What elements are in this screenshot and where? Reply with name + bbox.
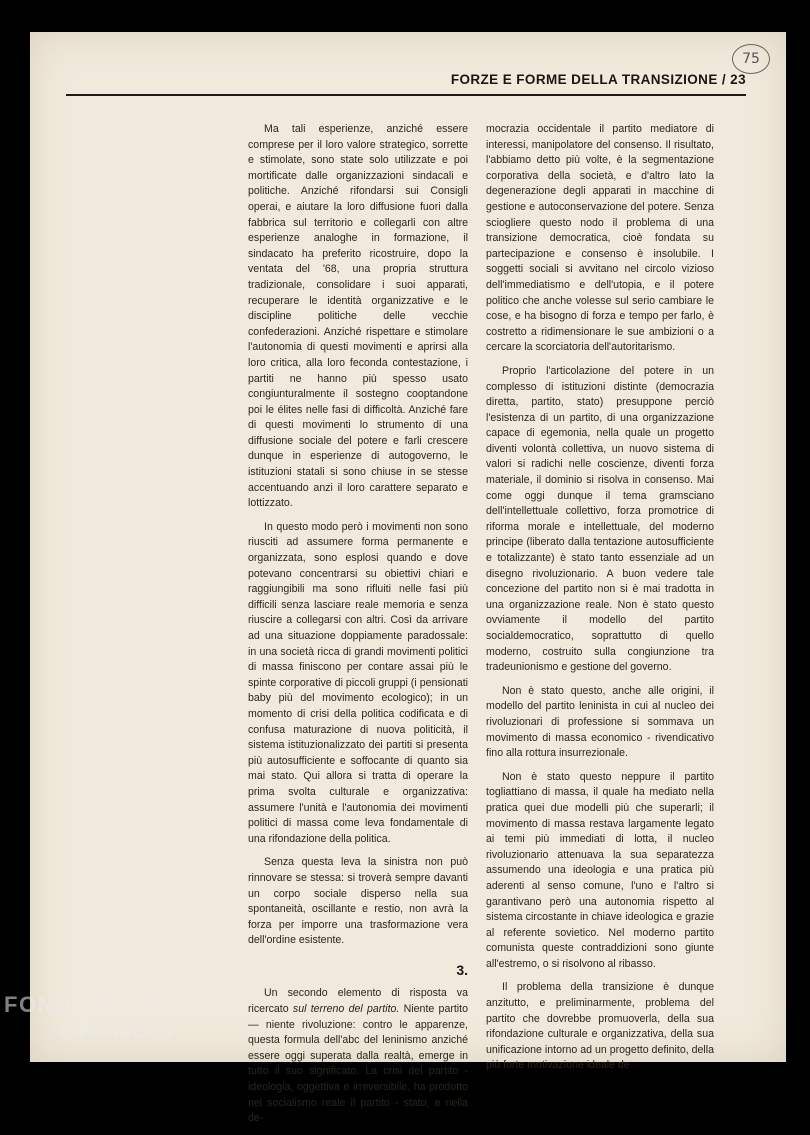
archive-watermark bbox=[4, 992, 174, 1044]
running-header bbox=[66, 70, 746, 96]
paragraph: mocrazia occidentale il partito mediatore di interessi, manipolatore del consenso. Il risultato, l'abbiamo detto più volte, è la segmentazione corporativa della società, e d'altro lato la degenerazione degli apparati in macchine di gestione e autoconservazione del potere. Senza sciogliere questo nodo il problema di una transizione democratica, cioè fondata su partecipazione e consenso è insolubile. I soggetti sociali si avvitano nel circolo vizioso dell'immediatismo e dell'utopia, e il potere politico che anche volesse sul serio cambiare le cose, e ha bisogno di forza e tempo per farlo, è costretto a ridimensionare le sue ambizioni o a cercare la scorciatoria dell'autoritarismo. bbox=[486, 123, 714, 354]
paragraph-text: Niente partito — niente rivoluzione: contro le apparenze, questa formula dell'abc del leninismo anziché essere oggi superata dalla realtà, emerge in tutto il suo significato. La crisi del partito - ideologia, oggettiva e irreversibile, ha prodotto nel socialismo reale il partito - stato, e nella de- bbox=[248, 1003, 468, 1125]
paragraph: Non è stato questo neppure il partito togliattiano di massa, il quale ha mediato nella pratica quei due modelli più che superarli; il movimento di massa restava largamente legato ai temi più immediati di lotta, il nucleo rivoluzionario attenuava la sua separatezza assumendo una ideologia e una pratica più aderenti al senso comune, l'uno e l'altro si garantivano però una autonomia rispetto al sistema circostante in chiave ideologica e grazie al referente sovietico. Nel moderno partito comunista queste contraddizioni sono giunte all'estremo, o si risolvono al ribasso. bbox=[486, 770, 714, 970]
page-title: FORZE E FORME DELLA TRANSIZIONE / 23 bbox=[450, 72, 746, 87]
paragraph-lead: Un secondo elemento di risposta va ricercato bbox=[248, 987, 468, 1016]
paragraph: Non è stato questo, anche alle origini, il modello del partito leninista in cui al nucleo dei rivoluzionari di professione si sommava un movimento di massa economico - rivendicativo fino alla rottura insurrezionale. bbox=[486, 684, 714, 760]
page-sheet bbox=[30, 32, 786, 1125]
left-column bbox=[248, 122, 468, 1135]
paragraph: Proprio l'articolazione del potere in un complesso di istituzioni distinte (democrazia diretta, partito, stato) presuppone perciò l'esistenza di un partito, di una organizzazione capace di egemonia, nella quale un progetto diventi volontà collettiva, un nuovo sistema di valori si radichi nelle coscienze, diventi forza materiale, il dominio si risolva in consenso. Mai come oggi dunque il tema gramsciano dell'intellettuale collettivo, forza promotrice di riforma morale e intellettuale, del moderno principe (liberato dalla tentazione autosufficiente e totalizzante) è stato tanto essenziale ad un disegno rivoluzionario. A buon vedere tale concezione del partito non si è mai tradotta in una organizzazione reale. Non è stato questo ovviamente il modello del partito socialdemocratico, soprattutto di quello moderno, costruito sulla congiunzione tra tradeunionismo e gestione del governo. bbox=[486, 364, 714, 674]
paragraph: Ma tali esperienze, anziché essere comprese per il loro valore strategico, sorrette e stimolate, sono state solo utilizzate e poi mortificate dalle organizzazioni sindacali e politiche. Anziché rifondarsi sui Consigli operai, e aiutare la loro diffusione fuori dalla fabbrica sul territorio e collegarli con altre esperienze analoghe in formazione, il sindacato ha preferito ricostruire, dopo la ventata del '68, una propria struttura tradizionale, consolidare i suoi apparati, recuperare le identità organizzative e le discipline politiche delle vecchie confederazioni. Anziché rispettare e stimolare l'autonomia di questi movimenti e aprirsi alla loro critica, alla loro feconda contestazione, i partiti ne hanno più spesso usato congiunturalmente il sostegno cooptandone poi le élites nelle fasi di difficoltà. Anziché fare di questi movimenti lo strumento di una diffusione sociale del potere e farli crescere dunque in esperienze di autogoverno, le istituzioni statali si sono chiuse in se stesse accentuando anzi il loro carattere separato e lottizzato. bbox=[248, 123, 468, 510]
paragraph: In questo modo però i movimenti non sono riusciti ad assumere forma permanente e organizzata, sono esplosi quando e dove potevano concentrarsi su obiettivi chiari e raggiungibili ma sono rifluiti nelle fasi più difficili senza lasciare reale memoria e senza riuscire a collegarsi con altri. Così da arrivare ad una situazione doppiamente paradossale: in una società ricca di grandi movimenti politici di massa finiscono per contare assai più le spinte corporative di piccoli gruppi (i pensionati baby più del movimento ecologico); in un momento di crisi della politica codificata e di confusa maturazione di nuova politicità, il sistema istituzionalizzato dei partiti si presenta più autosufficiente e soffocante di quanto sia mai stato. Qui allora si tratta di operare la prima svolta culturale e organizzativa: assumere l'unità e l'autonomia dei movimenti politici di massa come leva fondamentale di una rifondazione della politica. bbox=[248, 520, 468, 845]
handwritten-folio-number: 75 bbox=[732, 44, 770, 74]
right-column bbox=[486, 122, 714, 1082]
watermark-line: GRAMSCI bbox=[60, 1018, 175, 1043]
section-number: 3. bbox=[456, 961, 468, 978]
paragraph bbox=[248, 986, 468, 1126]
italic-phrase: sul terreno del partito. bbox=[292, 1003, 400, 1016]
paragraph: Senza questa leva la sinistra non può rinnovare se stessa: si troverà sempre davanti un corpo sociale disperso nella sua spontaneità, oscillante e restio, non avrà la forza per imporre una trasformazione vera dell'ordine esistente. bbox=[248, 856, 468, 947]
paragraph: Il problema della transizione è dunque anzitutto, e preliminarmente, problema del partito che dovrebbe promuoverla, della sua rifondazione culturale e organizzativa, della sua unificazione intorno ad un progetto definito, della più forte motivazione ideale de bbox=[486, 981, 714, 1072]
watermark-line: FONDAZIONE bbox=[4, 992, 165, 1017]
